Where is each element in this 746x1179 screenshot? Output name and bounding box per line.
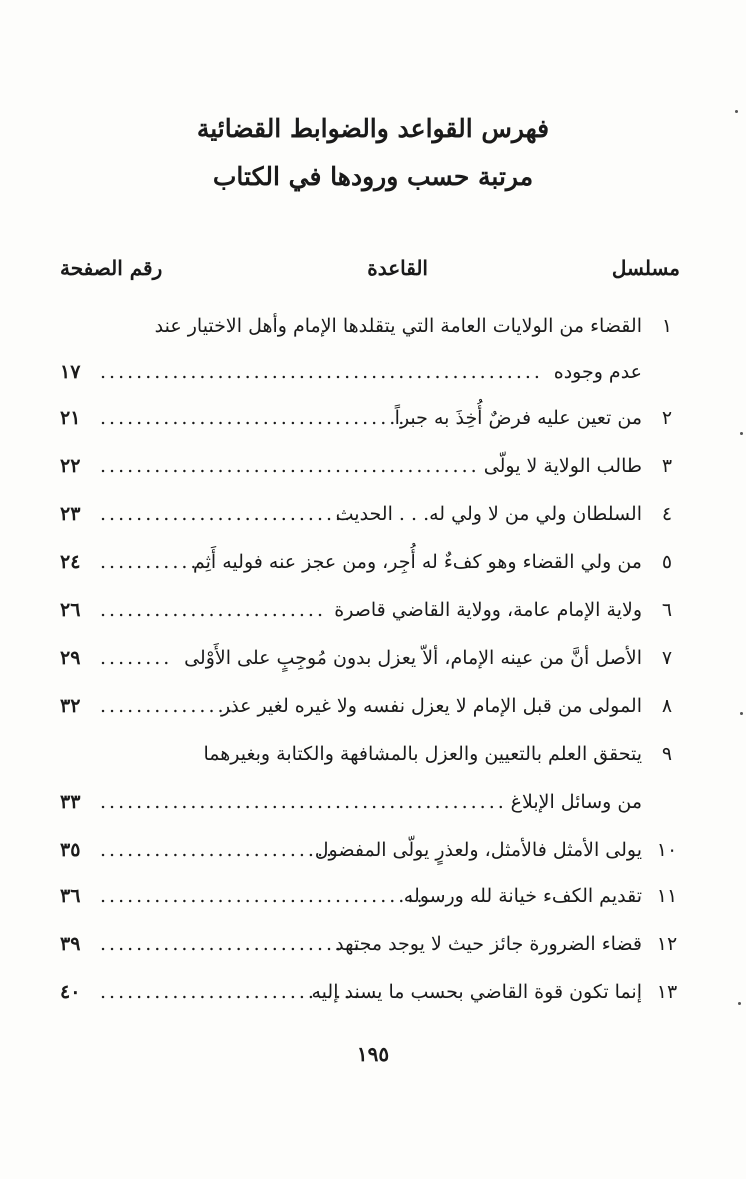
leader-dots: ................................... bbox=[100, 407, 417, 429]
list-item bbox=[60, 590, 680, 630]
entry-page: ٢٣ bbox=[60, 503, 81, 525]
list-item bbox=[60, 638, 680, 678]
entry-page: ٢٦ bbox=[60, 599, 81, 621]
entry-text: يتحقق العلم بالتعيين والعزل بالمشافهة والكتابة وبغيرهما bbox=[203, 743, 642, 765]
list-item bbox=[60, 924, 680, 964]
entry-page: ٣٦ bbox=[60, 885, 81, 907]
leader-dots: .......................... bbox=[100, 839, 336, 861]
entry-text: عدم وجوده bbox=[553, 361, 642, 383]
entry-page: ٣٣ bbox=[60, 791, 81, 813]
list-item bbox=[60, 734, 680, 774]
entry-number: ٣ bbox=[661, 455, 673, 477]
entry-text: قضاء الضرورة جائز حيث لا يوجد مجتهد bbox=[335, 933, 642, 955]
entry-text: القضاء من الولايات العامة التي يتقلدها الإمام وأهل الاختيار عند bbox=[154, 315, 642, 337]
entry-number: ١٠ bbox=[656, 839, 678, 861]
entry-text: من وسائل الإبلاغ bbox=[510, 791, 642, 813]
entry-number: ١٣ bbox=[656, 981, 678, 1003]
entry-page: ٢٢ bbox=[60, 455, 81, 477]
header-rule: القاعدة bbox=[367, 256, 428, 280]
entry-page: ٤٠ bbox=[60, 981, 81, 1003]
entry-text: من ولي القضاء وهو كفءٌ له أُجِر، ومن عجز عنه فوليه أَثِم bbox=[192, 551, 642, 573]
index-title: فهرس القواعد والضوابط القضائية bbox=[196, 114, 550, 143]
entry-page: ٣٩ bbox=[60, 933, 81, 955]
list-item bbox=[60, 686, 680, 726]
entry-text: من تعين عليه فرضٌ أُخِذَ به جبراً bbox=[394, 407, 642, 429]
entry-number: ١٢ bbox=[656, 933, 678, 955]
entry-text: طالب الولاية لا يولّى bbox=[483, 455, 642, 477]
header-serial: مسلسل bbox=[611, 256, 680, 280]
entry-text: يولى الأمثل فالأمثل، ولعذرٍ يولّى المفضول bbox=[314, 839, 642, 861]
header-page: رقم الصفحة bbox=[60, 256, 163, 280]
page-number: ١٩٥ bbox=[356, 1042, 390, 1066]
entry-number: ٦ bbox=[661, 599, 673, 621]
list-item bbox=[60, 446, 680, 486]
list-item bbox=[60, 352, 680, 392]
entry-number: ١١ bbox=[656, 885, 678, 907]
entry-page: ١٧ bbox=[60, 361, 81, 383]
list-item bbox=[60, 494, 680, 534]
entry-page: ٢٤ bbox=[60, 551, 81, 573]
list-item bbox=[60, 972, 680, 1012]
entry-text: إنما تكون قوة القاضي بحسب ما يسند إليه bbox=[311, 981, 642, 1003]
entry-text: المولى من قبل الإمام لا يعزل نفسه ولا غيره لغير عذر bbox=[221, 695, 642, 717]
scan-speck bbox=[740, 432, 743, 435]
leader-dots: ................................................. bbox=[100, 361, 543, 383]
scan-speck bbox=[738, 1002, 741, 1005]
index-subtitle: مرتبة حسب ورودها في الكتاب bbox=[212, 162, 534, 191]
entry-number: ٩ bbox=[661, 743, 673, 765]
leader-dots: ......................... bbox=[100, 599, 326, 621]
list-item bbox=[60, 542, 680, 582]
entry-number: ٤ bbox=[661, 503, 673, 525]
entry-number: ١ bbox=[661, 315, 673, 337]
table-header bbox=[60, 256, 680, 290]
list-item bbox=[60, 782, 680, 822]
entry-page: ٢١ bbox=[60, 407, 81, 429]
entry-text: ولاية الإمام عامة، وولاية القاضي قاصرة bbox=[334, 599, 642, 621]
entry-number: ٥ bbox=[661, 551, 673, 573]
entry-number: ٢ bbox=[661, 407, 673, 429]
list-item bbox=[60, 830, 680, 870]
leader-dots: ........ bbox=[100, 647, 173, 669]
entry-number: ٧ bbox=[661, 647, 673, 669]
leader-dots: ............................ bbox=[100, 503, 354, 525]
entry-page: ٣٥ bbox=[60, 839, 81, 861]
leader-dots: .......................................... bbox=[100, 455, 480, 477]
entry-text: تقديم الكفء خيانة لله ورسوله bbox=[403, 885, 642, 907]
leader-dots: ............... bbox=[100, 695, 236, 717]
list-item bbox=[60, 876, 680, 916]
leader-dots: ..................................... bbox=[100, 885, 435, 907]
entry-page: ٣٢ bbox=[60, 695, 81, 717]
leader-dots: ............................. bbox=[100, 933, 363, 955]
entry-number: ٨ bbox=[661, 695, 673, 717]
entry-page: ٢٩ bbox=[60, 647, 81, 669]
entry-text: السلطان ولي من لا ولي له. . . الحديث bbox=[335, 503, 642, 525]
entry-text: الأصل أنَّ من عينه الإمام، ألاّ يعزل بدون مُوجِبٍ على الأَوْلى bbox=[184, 647, 642, 669]
leader-dots: ........... bbox=[100, 551, 200, 573]
scan-speck bbox=[735, 110, 738, 113]
leader-dots: ............................. bbox=[100, 981, 363, 1003]
scan-speck bbox=[740, 712, 743, 715]
leader-dots: ............................................. bbox=[100, 791, 507, 813]
list-item bbox=[60, 306, 680, 346]
list-item bbox=[60, 398, 680, 438]
